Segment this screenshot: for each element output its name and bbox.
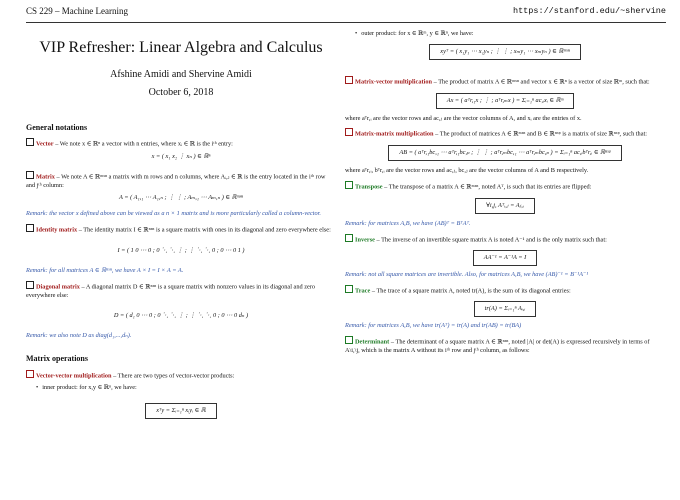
inverse-remark: Remark: not all square matrices are invertible. Also, for matrices A,B, we have (AB)⁻¹ = B⁻¹A⁻¹ [345,271,589,279]
matrix-matrix-after: where aᵀr,ᵢ, bᵀr,ᵢ are the vector rows and ac,ⱼ, bc,ⱼ are the vector columns of A and B respectively. [345,167,589,175]
matrix-matrix-box: AB = ( aᵀr,₁bc,₁ ⋯ aᵀr,₁bc,ₚ ; ⋮ ⋮ ; aᵀr,ₘbc,₁ ⋯ aᵀr,ₘbc,ₚ ) = Σᵢ₌₁ⁿ ac,ᵢbᵀr,ᵢ ∈ ℝⁿˣᵖ [388,145,621,161]
matrix-definition [26,171,336,190]
url-label[interactable]: https://stanford.edu/~shervine [512,6,666,16]
authors: Afshine Amidi and Shervine Amidi [110,68,252,80]
diagonal-label: Diagonal matrix [36,283,80,291]
section-operations-heading: Matrix operations [26,354,88,364]
matrix-vector-label: Matrix-vector multiplication [355,78,433,86]
checkbox-icon [345,76,353,84]
trace-remark: Remark: for matrices A,B, we have tr(Aᵀ) = tr(A) and tr(AB) = tr(BA) [345,322,522,330]
matrix-text: – We note A ∈ ℝᵐˣⁿ a matrix with m rows and n columns, where Aᵢ,ⱼ ∈ ℝ is the entry located in the iᵗʰ row and jᵗʰ column: [26,173,326,189]
outer-product-box: xyᵀ = ( x₁y₁ ⋯ x₁yₙ ; ⋮ ⋮ ; xₘy₁ ⋯ xₘyₙ ) ∈ ℝᵐˣⁿ [429,44,580,60]
outer-product-equation [345,44,665,60]
inverse-text: – The inverse of an invertible square matrix A is noted A⁻¹ and is the only matrix such that: [376,236,607,244]
checkbox-icon [26,370,34,378]
vector-vector-label: Vector-vector multiplication [36,372,112,380]
header-rule [26,22,666,23]
vector-label: Vector [36,140,54,148]
trace-text: – The trace of a square matrix A, noted tr(A), is the sum of its diagonal entries: [371,287,571,295]
matrix-vector-equation [345,93,665,109]
section-general-heading: General notations [26,122,88,132]
running-header [26,6,666,20]
checkbox-icon [26,281,34,289]
checkbox-icon [345,128,353,136]
matrix-matrix-text: – The product of matrices A ∈ ℝᵐˣⁿ and B ∈ ℝⁿˣᵖ is a matrix of size ℝⁿˣᵖ, such that: [435,130,647,138]
transpose-definition [345,181,665,192]
matrix-vector-box: Ax = ( aᵀr,₁x ; ⋮ ; aᵀr,ₘx ) = Σᵢ₌₁ⁿ ac,ᵢxᵢ ∈ ℝᵐ [436,93,575,109]
inner-product-equation [26,403,336,419]
trace-label: Trace [355,287,371,295]
determinant-text: – The determinant of a square matrix A ∈ ℝⁿˣⁿ, noted |A| or det(A) is expressed recursively in terms of A\i,\j, which is the matrix A without its iᵗʰ row and jᵗʰ column, as follows: [345,338,650,355]
identity-remark: Remark: for all matrices A ∈ ℝⁿˣⁿ, we have A × I = I × A = A. [26,267,184,275]
identity-text: – The identity matrix I ∈ ℝⁿˣⁿ is a square matrix with ones in its diagonal and zero everywhere else: [78,226,331,234]
inverse-label: Inverse [355,236,375,244]
checkbox-icon [26,138,34,146]
determinant-label: Determinant [355,338,390,346]
transpose-label: Transpose [355,183,383,191]
transpose-remark: Remark: for matrices A,B, we have (AB)ᵀ = BᵀAᵀ. [345,220,471,228]
vector-definition [26,138,336,149]
diagonal-text: – A diagonal matrix D ∈ ℝⁿˣⁿ is a square matrix with nonzero values in its diagonal and zero everywhere else: [26,283,316,299]
matrix-matrix-definition [345,128,665,139]
inverse-box: AA⁻¹ = A⁻¹A = I [473,250,537,266]
inverse-equation [345,250,665,266]
date: October 6, 2018 [148,86,214,98]
vector-text: – We note x ∈ ℝⁿ a vector with n entries, where xᵢ ∈ ℝ is the iᵗʰ entry: [55,140,233,148]
identity-label: Identity matrix [36,226,78,234]
checkbox-icon [345,336,353,344]
vector-equation: x = ( x₁ x₂ ⋮ xₙ ) ∈ ℝⁿ [151,152,211,160]
matrix-remark: Remark: the vector x defined above can be viewed as a n × 1 matrix and is more particularly called a column-vector. [26,210,321,218]
vector-vector-text: – There are two types of vector-vector products: [113,372,235,380]
identity-definition [26,224,336,235]
checkbox-icon [345,234,353,242]
outer-product-item: • outer product: for x ∈ ℝᵐ, y ∈ ℝⁿ, we have: [355,30,665,38]
inner-product-item: • inner product: for x,y ∈ ℝⁿ, we have: [36,384,336,392]
matrix-vector-after: where aᵀr,ᵢ are the vector rows and ac,ⱼ are the vector columns of A, and xᵢ are the entries of x. [345,115,582,123]
matrix-label: Matrix [36,173,55,181]
page-title: VIP Refresher: Linear Algebra and Calculus [39,39,323,56]
diagonal-remark: Remark: we also note D as diag(d₁,...,dₙ). [26,332,132,340]
course-label: CS 229 – Machine Learning [26,6,128,16]
trace-equation [345,301,665,317]
trace-box: tr(A) = Σᵢ₌₁ⁿ Aᵢ,ᵢ [474,301,537,317]
matrix-matrix-label: Matrix-matrix multiplication [355,130,434,138]
determinant-definition [345,336,665,355]
trace-definition [345,285,665,296]
checkbox-icon [345,285,353,293]
diagonal-equation: D = ( d₁ 0 ⋯ 0 ; 0 ⋱ ⋱ ⋮ ; ⋮ ⋱ ⋱ 0 ; 0 ⋯ 0 dₙ ) [113,312,249,320]
matrix-vector-definition [345,76,665,87]
transpose-box: ∀i,j, Aᵀᵢ,ⱼ = Aⱼ,ᵢ [475,198,535,214]
vector-vector-definition [26,370,336,381]
checkbox-icon [26,171,34,179]
checkbox-icon [345,181,353,189]
matrix-vector-text: – The product of matrix A ∈ ℝᵐˣⁿ and vector x ∈ ℝⁿ is a vector of size ℝᵐ, such that: [433,78,650,86]
right-column [345,30,665,359]
identity-equation: I = ( 1 0 ⋯ 0 ; 0 ⋱ ⋱ ⋮ ; ⋮ ⋱ ⋱ 0 ; 0 ⋯ 0 1 ) [117,246,245,254]
transpose-text: – The transpose of a matrix A ∈ ℝᵐˣⁿ, noted Aᵀ, is such that its entries are flipped: [384,183,592,191]
left-column [26,30,336,424]
checkbox-icon [26,224,34,232]
diagonal-definition [26,281,336,300]
transpose-equation [345,198,665,214]
matrix-equation: A = ( A₁,₁ ⋯ A₁,ₙ ; ⋮ ⋮ ; Aₘ,₁ ⋯ Aₘ,ₙ ) ∈ ℝᵐˣⁿ [118,193,243,201]
matrix-matrix-equation [345,145,665,161]
inner-product-box: xᵀy = Σᵢ₌₁ⁿ xᵢyᵢ ∈ ℝ [145,403,217,419]
inverse-definition [345,234,665,245]
